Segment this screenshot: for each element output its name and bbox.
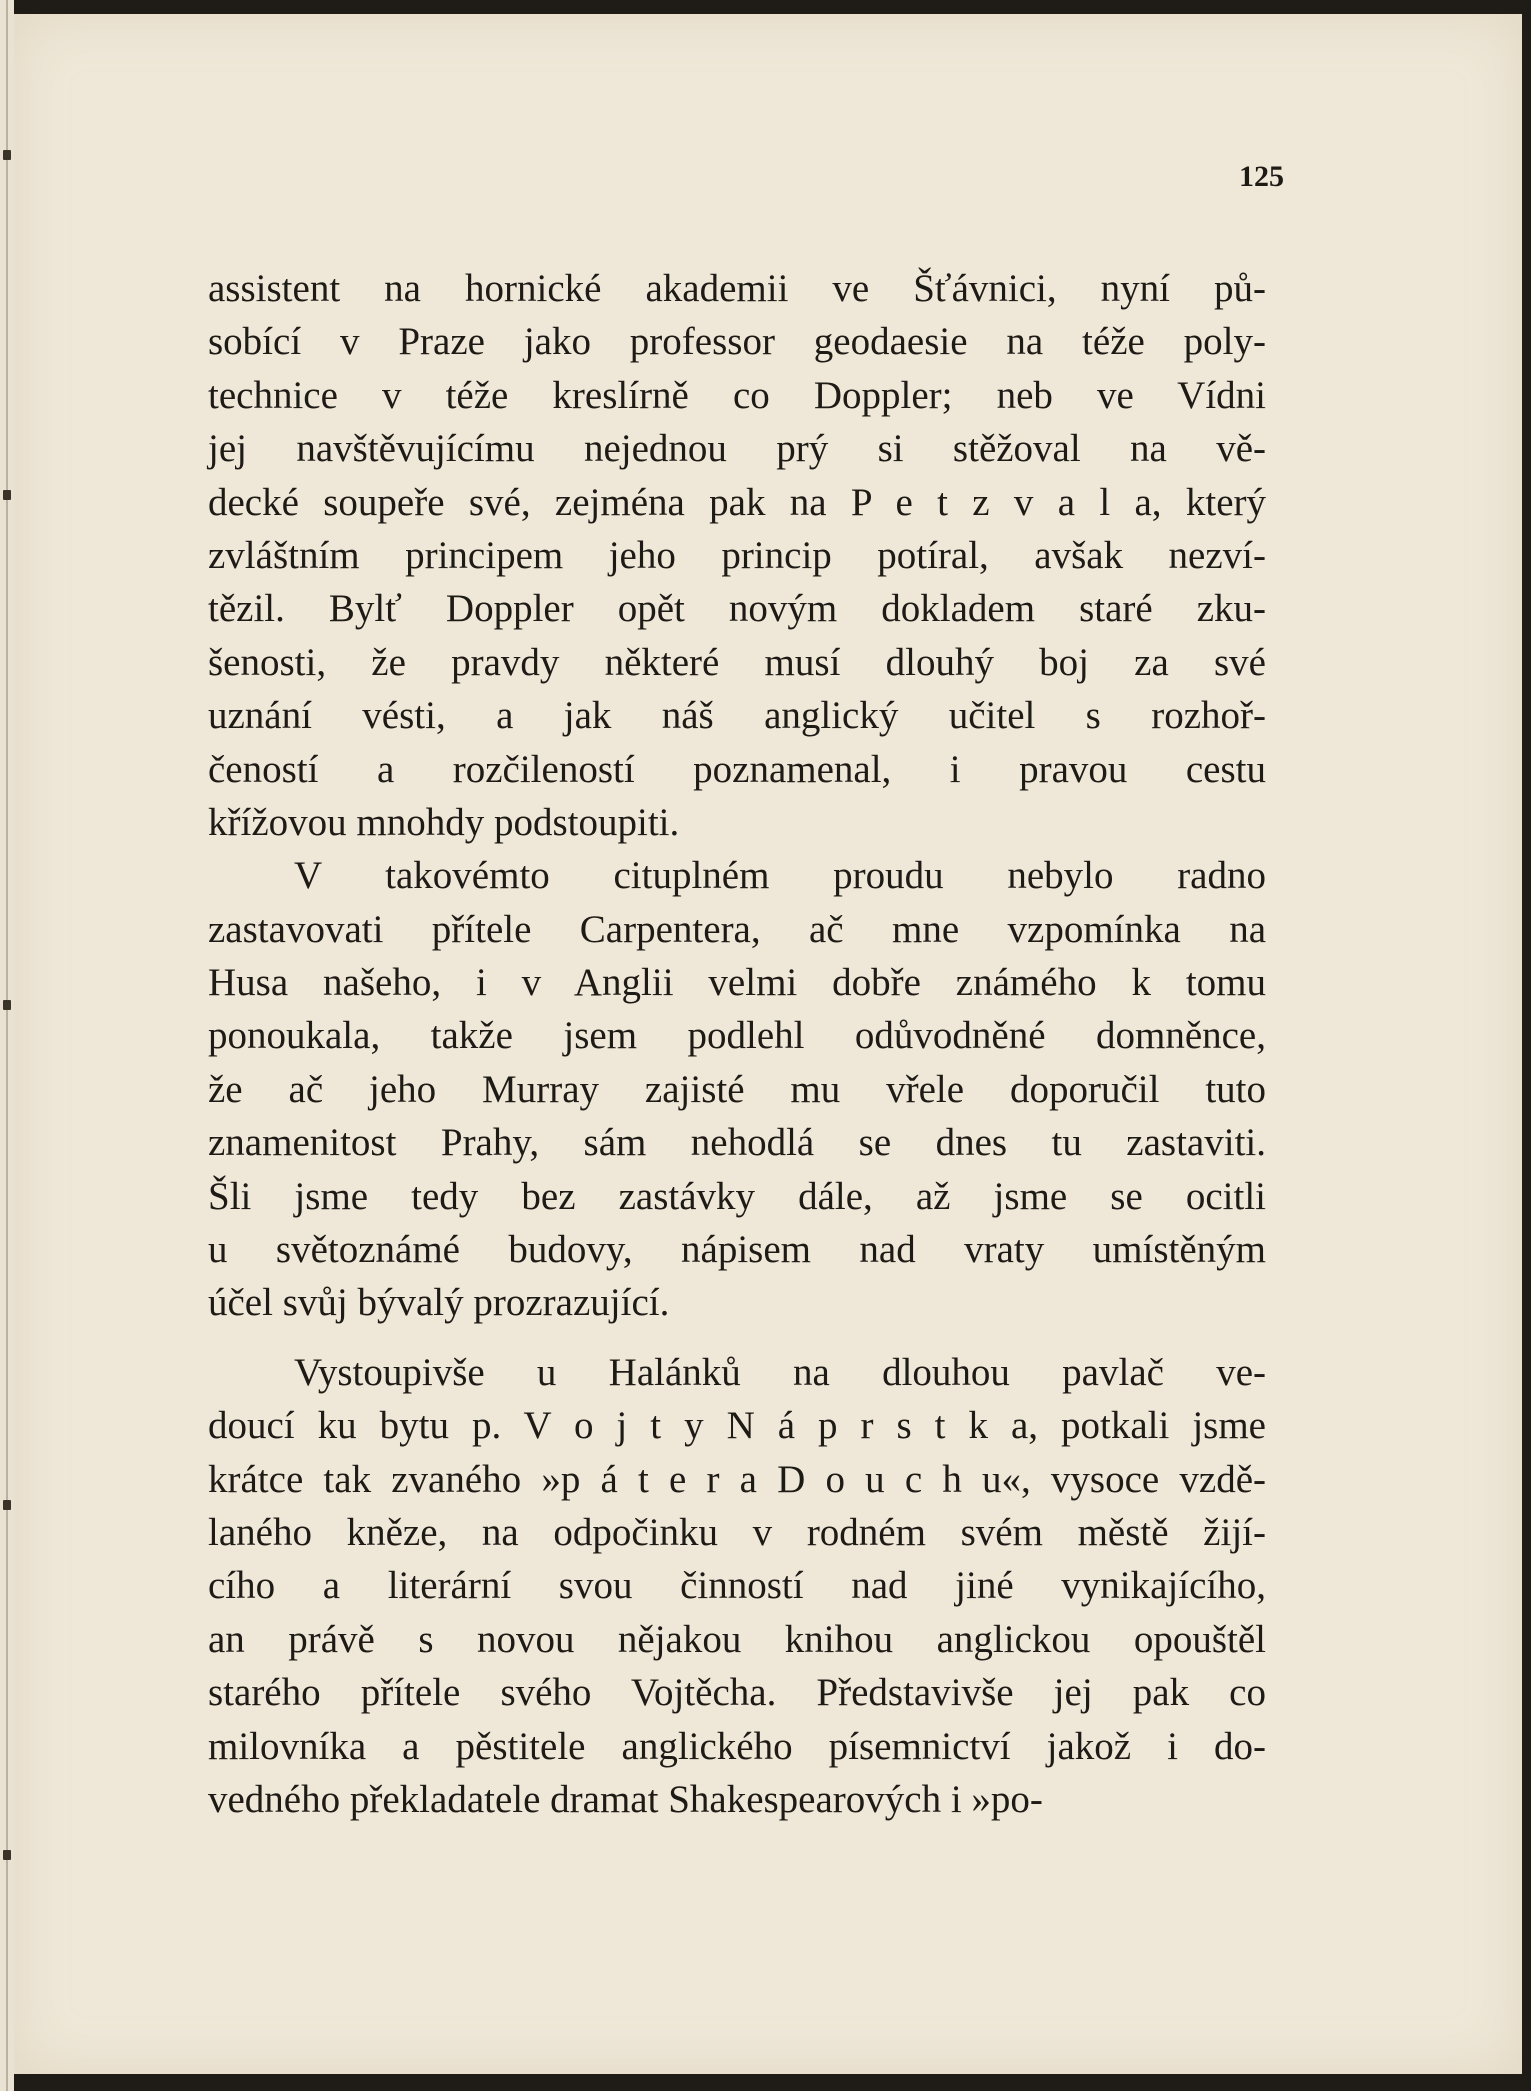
text-line: sobící v Praze jako professor geodaesie na téže poly- [208,320,1266,364]
text-line: milovníka a pěstitele anglického písemnictví jakož i do- [208,1724,1266,1768]
paragraph-gap [208,1330,1266,1346]
text-line: starého přítele svého Vojtěcha. Představivše jej pak co [208,1671,1266,1715]
text-line: decké soupeře své, zejména pak na P e t z v a l a, který [208,480,1266,524]
binding-line [6,0,8,2091]
paragraph [208,1346,1266,1827]
paragraph [208,262,1266,849]
text-line: assistent na hornické akademii ve Šťávnici, nyní pů- [208,267,1266,310]
text-line: ponoukala, takže jsem podlehl odůvodněné domněnce, [208,1014,1266,1058]
text-line: že ač jeho Murray zajisté mu vřele doporučil tuto [208,1067,1266,1111]
binding-mark [3,150,11,160]
text-line: čeností a rozčileností poznamenal, i pravou cestu [208,747,1266,791]
text-line: křížovou mnohdy podstoupiti. [208,800,680,844]
body-text [208,262,1266,1826]
text-line: V takovémto cituplném proudu nebylo radno [294,854,1266,898]
text-line: Šli jsme tedy bez zastávky dále, až jsme se ocitli [208,1174,1266,1218]
text-line: zvláštním principem jeho princip potíral, avšak nezví- [208,533,1266,577]
text-line: Husa našeho, i v Anglii velmi dobře známého k tomu [208,961,1266,1005]
paragraph [208,849,1266,1330]
text-line: uznání vésti, a jak náš anglický učitel s rozhoř- [208,694,1266,738]
text-line: tězil. Bylť Doppler opět novým dokladem staré zku- [208,587,1266,631]
text-line: Vystoupivše u Halánků na dlouhou pavlač ve- [294,1350,1266,1394]
text-line: doucí ku bytu p. V o j t y N á p r s t k a, potkali jsme [208,1404,1266,1448]
page-number: 125 [1239,160,1284,193]
book-page [14,14,1522,2074]
binding-mark [3,1850,11,1860]
text-line: an právě s novou nějakou knihou anglickou opouštěl [208,1617,1266,1661]
text-line: jej navštěvujícímu nejednou prý si stěžoval na vě- [208,427,1266,471]
text-line: vedného překladatele dramat Shakespearových i »po- [208,1777,1043,1821]
binding-mark [3,1500,11,1510]
text-line: krátce tak zvaného »p á t e r a D o u c h u«, vysoce vzdě- [208,1457,1266,1501]
text-line: laného kněze, na odpočinku v rodném svém městě žijí- [208,1510,1266,1554]
text-line: účel svůj bývalý prozrazující. [208,1281,670,1325]
binding-mark [3,1000,11,1010]
text-line: zastavovati přítele Carpentera, ač mne vzpomínka na [208,907,1266,951]
text-line: šenosti, že pravdy některé musí dlouhý boj za své [208,640,1266,684]
text-line: technice v téže kreslírně co Doppler; neb ve Vídni [208,373,1266,417]
text-line: u světoznámé budovy, nápisem nad vraty umístěným [208,1228,1266,1272]
binding-mark [3,490,11,500]
page-binding [0,0,14,2091]
text-line: cího a literární svou činností nad jiné vynikajícího, [208,1564,1266,1608]
text-line: znamenitost Prahy, sám nehodlá se dnes tu zastaviti. [208,1121,1266,1165]
